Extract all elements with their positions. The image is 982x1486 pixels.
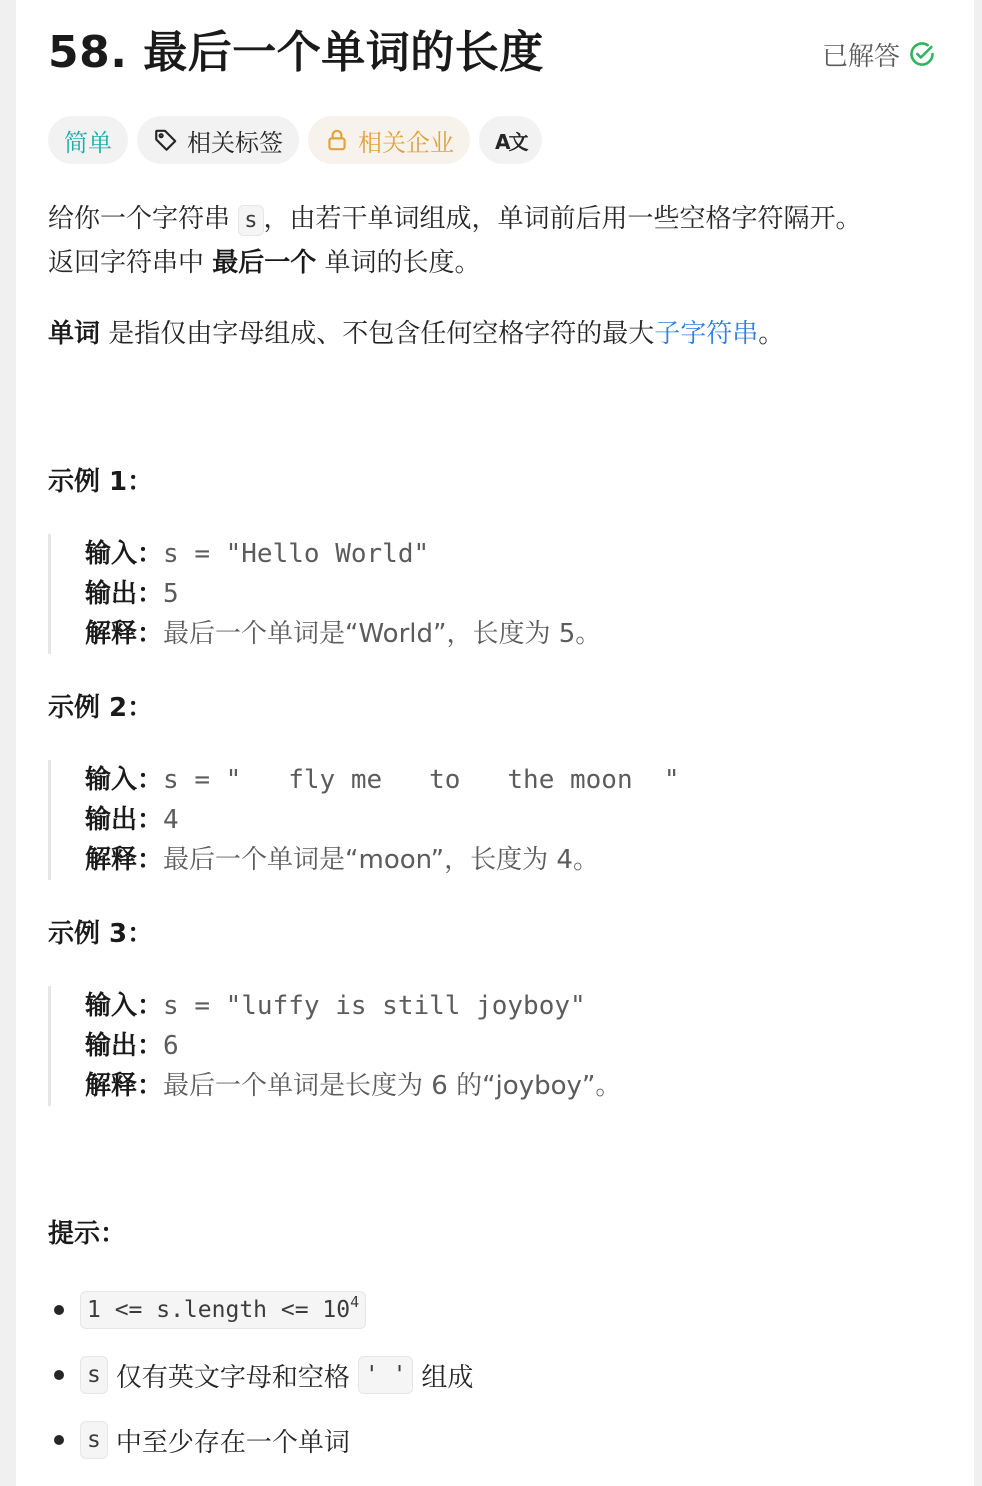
description-bold: 单词: [48, 319, 101, 349]
check-circle-icon: [908, 40, 936, 68]
hints-heading: 提示：: [48, 1219, 127, 1249]
problem-description-panel: [16, 0, 974, 1486]
bullet-icon: [54, 1435, 64, 1445]
inline-code: ' ': [358, 1356, 414, 1394]
translate-icon: A文: [495, 129, 527, 154]
difficulty-badge: [48, 116, 128, 164]
example-input-line: [85, 986, 938, 1026]
example-2-heading: 示例 2：: [48, 693, 154, 723]
example-explain-line: [85, 1066, 938, 1106]
list-item: [48, 1349, 948, 1401]
output-value: 4: [163, 805, 179, 835]
output-label: 输出：: [85, 579, 164, 609]
inline-code: s: [238, 205, 263, 236]
constraints-list: [48, 1284, 948, 1479]
description-text: 给你一个字符串: [48, 204, 239, 234]
example-output-line: [85, 574, 938, 614]
list-item: [48, 1414, 948, 1466]
description-text: 。: [758, 319, 785, 349]
description-text: 是指仅由字母组成、不包含任何空格字符的最大: [100, 319, 655, 349]
inline-code: s: [80, 1356, 108, 1394]
constraint-text: 仅有英文字母和空格: [115, 1362, 350, 1393]
related-companies-button[interactable]: [308, 116, 470, 164]
output-value: 6: [163, 1031, 179, 1061]
lock-icon: [324, 127, 350, 153]
related-companies-label: 相关企业: [358, 128, 454, 157]
input-label: 输入：: [85, 991, 164, 1021]
example-output-line: [85, 1026, 938, 1066]
example-3-block: [48, 986, 938, 1106]
description-paragraph-2: [48, 313, 948, 355]
problem-title[interactable]: 58. 最后一个单词的长度: [48, 27, 544, 78]
solved-status-label: 已解答: [822, 41, 901, 72]
description-text: 单词的长度。: [316, 248, 481, 278]
constraint-text: 1 <= s.length <= 10: [87, 1297, 351, 1323]
solved-status: [822, 34, 936, 74]
explain-value: 最后一个单词是“World”，长度为 5。: [163, 619, 602, 649]
related-tags-button[interactable]: [137, 116, 299, 164]
input-label: 输入：: [85, 765, 164, 795]
description-bold: 最后一个: [212, 248, 317, 278]
example-output-line: [85, 800, 938, 840]
output-value: 5: [163, 579, 179, 609]
example-1-heading: 示例 1：: [48, 467, 154, 497]
bullet-icon: [54, 1305, 64, 1315]
example-1-block: [48, 534, 938, 654]
input-value: s = " fly me to the moon ": [163, 765, 680, 795]
constraint-exponent: 4: [350, 1293, 360, 1311]
translate-button[interactable]: [479, 116, 542, 164]
constraint-text: 组成: [421, 1362, 474, 1393]
input-label: 输入：: [85, 539, 164, 569]
constraint-text: 中至少存在一个单词: [115, 1427, 350, 1458]
explain-value: 最后一个单词是“moon”，长度为 4。: [163, 845, 599, 875]
constraint-code: [80, 1291, 366, 1329]
example-input-line: [85, 760, 938, 800]
input-value: s = "luffy is still joyboy": [163, 991, 586, 1021]
example-3-heading: 示例 3：: [48, 919, 154, 949]
example-input-line: [85, 534, 938, 574]
description-text: 返回字符串中: [48, 248, 213, 278]
tag-icon: [153, 127, 179, 153]
example-2-block: [48, 760, 938, 880]
inline-code: s: [80, 1421, 108, 1459]
example-explain-line: [85, 840, 938, 880]
example-explain-line: [85, 614, 938, 654]
explain-label: 解释：: [85, 1071, 164, 1101]
output-label: 输出：: [85, 1031, 164, 1061]
substring-link[interactable]: 子字符串: [654, 319, 759, 349]
input-value: s = "Hello World": [163, 539, 430, 569]
explain-value: 最后一个单词是长度为 6 的“joyboy”。: [163, 1071, 622, 1101]
output-label: 输出：: [85, 805, 164, 835]
tag-bar: [48, 116, 542, 164]
related-tags-label: 相关标签: [187, 128, 283, 157]
bullet-icon: [54, 1370, 64, 1380]
explain-label: 解释：: [85, 845, 164, 875]
difficulty-label: 简单: [64, 128, 112, 157]
description-paragraph-1: [48, 198, 948, 284]
explain-label: 解释：: [85, 619, 164, 649]
list-item: [48, 1284, 948, 1336]
description-text: ，由若干单词组成，单词前后用一些空格字符隔开。: [263, 204, 862, 234]
